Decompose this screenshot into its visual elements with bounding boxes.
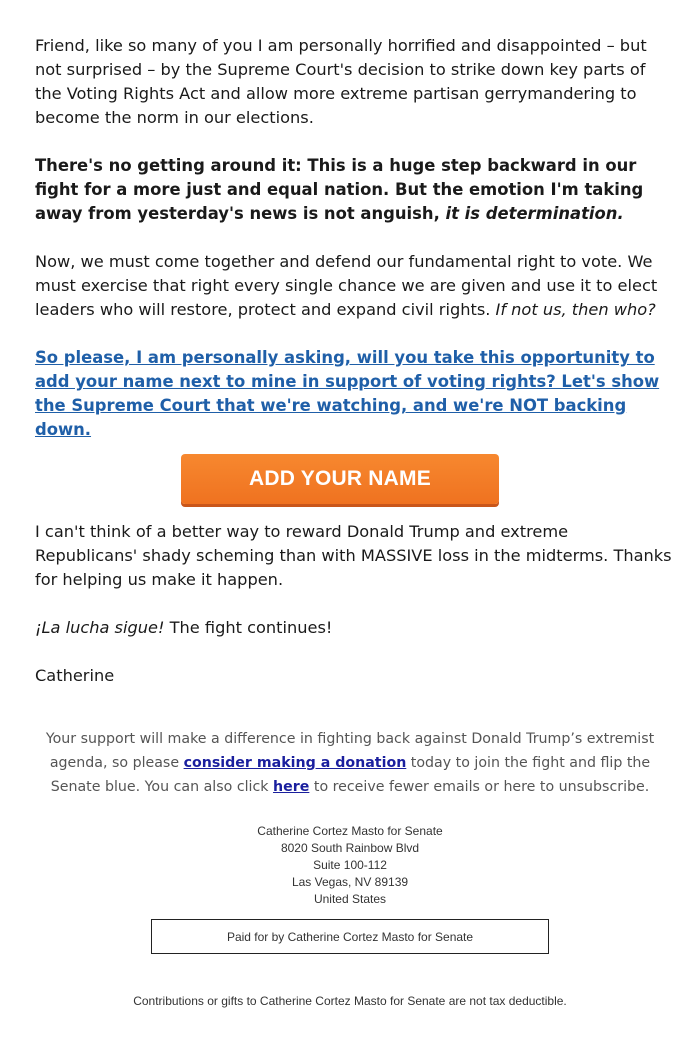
address-country: United States [313,892,387,906]
bold-paragraph [35,154,675,226]
address-city: Las Vegas, NV 89139 [291,875,409,889]
cta-link-paragraph [35,346,675,442]
signature: Catherine [35,666,115,685]
fight-continues-text: The fight continues! [164,618,333,637]
add-name-link[interactable]: So please, I am personally asking, will you take this opportunity to add your name next to mine in support of voting rights? Let's show the Supreme Court that we're watching, and we're NOT backing down. [35,348,660,439]
footer-note-part2: today to join the fight and flip the Senate blue. You can also click [50,755,651,795]
bold-paragraph-emphasis: it is determination. [445,204,624,223]
address-street: 8020 South Rainbow Blvd [280,841,420,855]
call-to-action-text: Now, we must come together and defend our fundamental right to vote. We must exercise that right every single chance we are given and use it to elect leaders who will restore, protect and expand civil rights. [35,252,658,319]
fight-continues-paragraph [35,616,675,640]
la-lucha-sigue-text: ¡La lucha sigue! [35,618,165,637]
fewer-emails-link[interactable]: here [273,779,310,795]
bold-paragraph-text: There's no getting around it: This is a huge step backward in our fight for a more just and equal nation. But the emotion I'm taking away from yesterday's news is not anguish, [35,156,644,223]
midterms-paragraph: I can't think of a better way to reward Donald Trump and extreme Republicans' shady scheming than with MASSIVE loss in the midterms. Thanks for helping us make it happen. [35,522,672,589]
add-your-name-button[interactable]: ADD YOUR NAME [181,454,499,504]
address-name: Catherine Cortez Masto for Senate [257,824,443,838]
footer-note [0,727,700,799]
intro-paragraph: Friend, like so many of you I am personally horrified and disappointed – but not surprised – by the Supreme Court's decision to strike down key parts of the Voting Rights Act and allow more extreme partisan gerrymandering to become the norm in our elections. [35,36,647,127]
footer-note-text [45,727,655,799]
paid-for-text: Paid for by Catherine Cortez Masto for Senate [226,929,474,944]
tax-disclaimer: Contributions or gifts to Catherine Cortez Masto for Senate are not tax deductible. [133,994,567,1008]
call-to-action-paragraph [35,250,675,322]
footer-note-part1: Your support will make a difference in fighting back against Donald Trump’s extremist agenda, so please [45,731,655,771]
call-to-action-question: If not us, then who? [495,300,656,319]
donation-link[interactable]: consider making a donation [183,755,407,771]
footer-note-part3: to receive fewer emails or here to unsubscribe. [309,779,650,795]
email-body [35,34,675,712]
mailing-address [0,823,700,908]
paid-for-box [151,919,549,954]
address-suite: Suite 100-112 [313,858,387,872]
button-container [35,454,675,504]
